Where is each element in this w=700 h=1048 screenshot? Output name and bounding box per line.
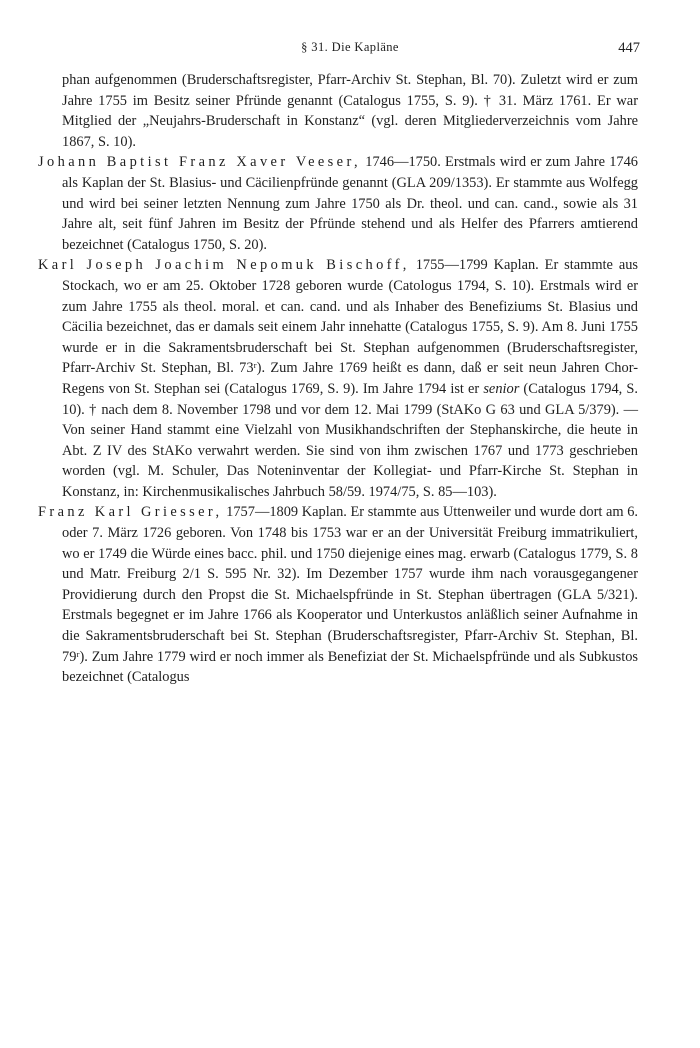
- paragraph-text: phan aufgenommen (Bruderschaftsregister, Pfarr-Archiv St. Stephan, Bl. 70). Zuletzt wird er zum Jahre 1755 im Besitz seiner Pfründe genannt (Catalogus 1755, S. 9). † 31. März 1761. Er war Mitglied der „Neujahrs-Bruderschaft in Konstanz“ (vgl. deren Mitgliederverzeichnis vom Jahre 1867, S. 10).: [62, 72, 638, 150]
- person-name: Franz Karl Griesser,: [38, 504, 223, 521]
- person-entry-bischoff: [38, 255, 638, 502]
- person-entry-griesser: [38, 502, 638, 687]
- page-header: [60, 40, 640, 62]
- continuation-paragraph: [38, 70, 638, 152]
- body-text: [38, 70, 638, 688]
- page-number: 447: [618, 40, 640, 56]
- entry-text: 1757—1809 Kaplan. Er stammte aus Uttenweiler und wurde dort am 6. oder 7. März 1726 geboren. Von 1748 bis 1753 war er an der Universität Freiburg immatrikuliert, wo er 1749 die Würde eines bacc. phil. und 1750 diejenige eines mag. erwarb (Catalogus 1779, S. 8 und Matr. Freiburg 2/1 S. 595 Nr. 32). Im Dezember 1757 wurde ihm nach vorausgegangener Providierung durch den Propst die St. Michaelspfründe in St. Stephan übertragen (GLA 5/321). Erstmals begegnet er im Jahre 1766 als Kooperator und Unterkustos anläßlich seiner Aufnahme in die Sakramentsbruderschaft bei St. Stephan (Bruderschaftsregister, Pfarr-Archiv St. Stephan, Bl. 79ʳ). Zum Jahre 1779 wird er noch immer als Benefiziat der St. Michaelspfründe und als Subkustos bezeichnet (Catalogus: [62, 504, 638, 686]
- entry-text: 1755—1799 Kaplan. Er stammte aus Stockach, wo er am 25. Oktober 1728 geboren wurde (Catologus 1794, S. 10). Erstmals wird er zum Jahre 1755 als theol. moral. et can. cand. und als Inhaber des Benefiziums St. Blasius und Cäcilia bezeichnet, das er damals seit einem Jahr innehatte (Catalogus 1755, S. 9). Am 8. Juni 1755 wurde er in die Sakramentsbruderschaft bei St. Stephan aufgenommen (Bruderschaftsregister, Pfarr-Archiv St. Stephan, Bl. 73ʳ). Zum Jahre 1769 heißt es dann, daß er seit neun Jahren Chor-Regens von St. Stephan sei (Catalogus 1769, S. 9). Im Jahre 1794 ist er: [62, 257, 639, 397]
- italic-term: senior: [483, 380, 520, 397]
- person-name: Johann Baptist Franz Xaver Veeser,: [38, 154, 362, 171]
- person-name: Karl Joseph Joachim Nepomuk Bischoff,: [38, 257, 410, 274]
- entry-text-continued: (Catalogus 1794, S. 10). † nach dem 8. November 1798 und vor dem 12. Mai 1799 (StAKo G 63 und GLA 5/379). — Von seiner Hand stammt eine Vielzahl von Musikhandschriften der Stephanskirche, die heute in Abt. Z IV des StAKo verwahrt werden. Sie sind von ihm zwischen 1767 und 1773 geschrieben worden (vgl. M. Schuler, Das Noteninventar der Kollegiat- und Pfarr-Kirche St. Stephan in Konstanz, in: Kirchenmusikalisches Jahrbuch 58/59. 1974/75, S. 85—103).: [62, 380, 638, 500]
- person-entry-veeser: [38, 152, 638, 255]
- entry-text: 1746—1750. Erstmals wird er zum Jahre 1746 als Kaplan der St. Blasius- und Cäcilienpfründe genannt (GLA 209/1353). Er stammte aus Wolfegg und wird bei seiner letzten Nennung zum Jahre 1750 als Dr. theol. und can. cand., sowie als 31 Jahre alt, seit fünf Jahren im Besitz der Pfründe stehend und als Helfer des Pfarrers amtierend bezeichnet (Catalogus 1750, S. 20).: [62, 154, 638, 253]
- running-head: § 31. Die Kapläne: [301, 40, 399, 54]
